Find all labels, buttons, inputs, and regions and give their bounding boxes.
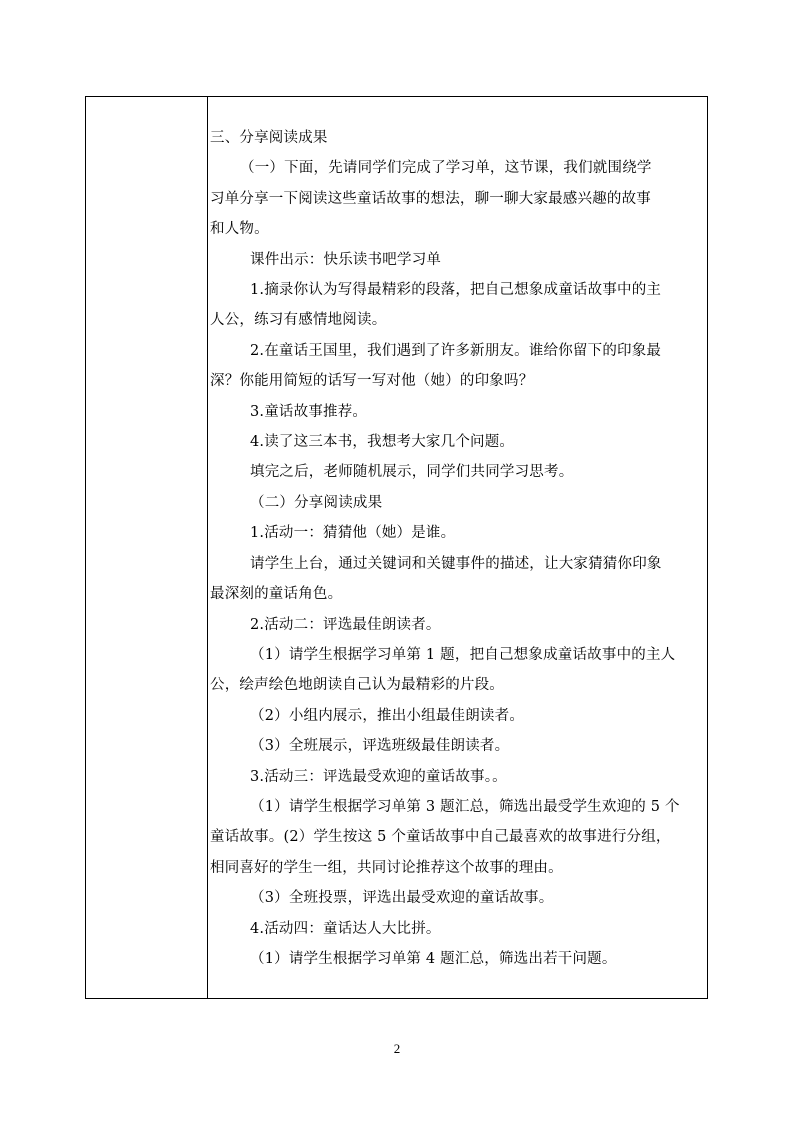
left-column-cell bbox=[86, 97, 208, 998]
text-line: 三、分享阅读成果 bbox=[210, 130, 328, 146]
text-line: （1）请学生根据学习单第 1 题，把自己想象成童话故事中的主人 bbox=[250, 646, 676, 663]
lesson-content-cell bbox=[210, 123, 702, 974]
text-line: 4.活动四：童话达人大比拼。 bbox=[250, 920, 441, 937]
text-line: （二）分享阅读成果 bbox=[250, 494, 383, 511]
text-line: 2.活动二：评选最佳朗读者。 bbox=[250, 616, 441, 633]
text-line: 和人物。 bbox=[210, 221, 269, 238]
text-line: 2.在童话王国里，我们遇到了许多新朋友。谁给你留下的印象最 bbox=[250, 342, 662, 359]
text-line: （1）请学生根据学习单第 4 题汇总，筛选出若干问题。 bbox=[250, 950, 617, 967]
text-line: （1）请学生根据学习单第 3 题汇总，筛选出最受学生欢迎的 5 个 bbox=[250, 798, 680, 815]
lesson-plan-table bbox=[85, 96, 708, 999]
text-line: 童话故事。(2）学生按这 5 个童话故事中自己最喜欢的故事进行分组， bbox=[210, 829, 671, 846]
text-line: 习单分享一下阅读这些童话故事的想法，聊一聊大家最感兴趣的故事 bbox=[210, 190, 651, 207]
text-line: 课件出示：快乐读书吧学习单 bbox=[250, 251, 442, 268]
text-line: 公，绘声绘色地朗读自己认为最精彩的片段。 bbox=[210, 677, 504, 694]
text-line: 人公，练习有感情地阅读。 bbox=[210, 312, 387, 329]
text-line: 3.童话故事推荐。 bbox=[250, 403, 368, 420]
text-line: 填完之后，老师随机展示，同学们共同学习思考。 bbox=[250, 464, 574, 481]
text-line: （3）全班投票，评选出最受欢迎的童话故事。 bbox=[250, 890, 554, 907]
text-line: 深？你能用简短的话写一写对他（她）的印象吗？ bbox=[210, 373, 534, 390]
text-line: 请学生上台，通过关键词和关键事件的描述，让大家猜猜你印象 bbox=[250, 555, 662, 572]
text-line: 最深刻的童话角色。 bbox=[210, 586, 343, 603]
text-line: （3）全班展示，评选班级最佳朗读者。 bbox=[250, 738, 510, 755]
text-line: 4.读了这三本书，我想考大家几个问题。 bbox=[250, 434, 515, 451]
text-line: 相同喜好的学生一组，共同讨论推荐这个故事的理由。 bbox=[210, 859, 563, 876]
page-number: 2 bbox=[393, 1041, 401, 1056]
text-line: （2）小组内展示，推出小组最佳朗读者。 bbox=[250, 707, 525, 724]
text-line: 3.活动三：评选最受欢迎的童话故事。。 bbox=[250, 768, 507, 785]
text-line: 1.摘录你认为写得最精彩的段落，把自己想象成童话故事中的主 bbox=[250, 282, 662, 299]
text-line: 1.活动一：猜猜他（她）是谁。 bbox=[250, 525, 456, 542]
text-line: （一）下面，先请同学们完成了学习单，这节课，我们就围绕学 bbox=[240, 160, 652, 177]
